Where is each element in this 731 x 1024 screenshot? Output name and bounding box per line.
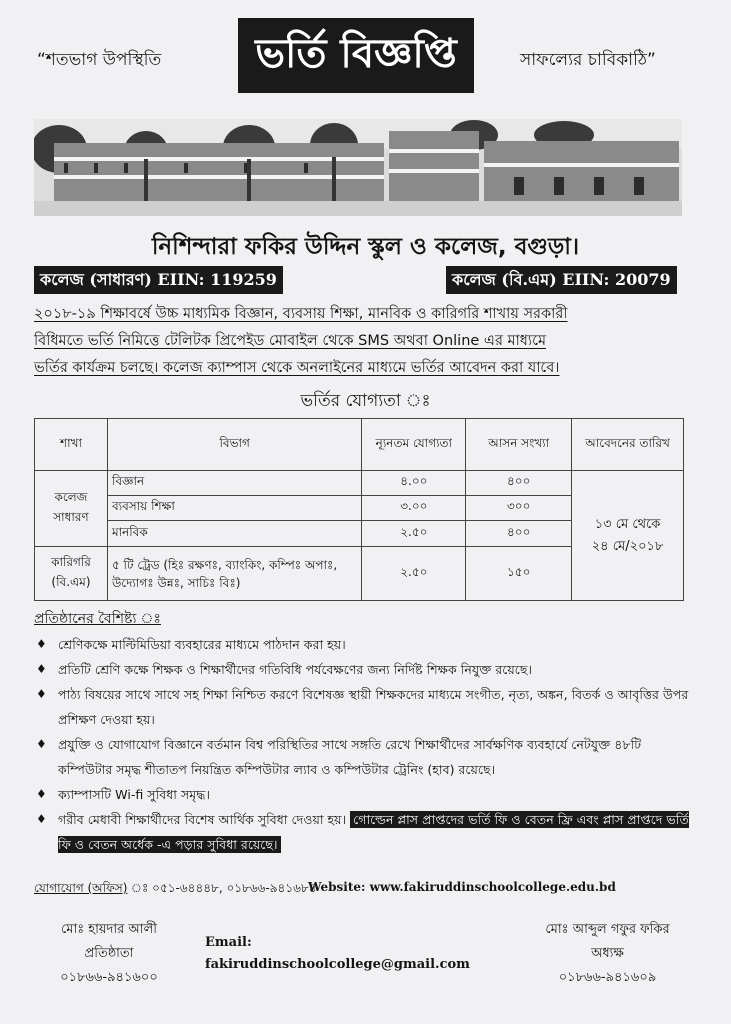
contact-label: যোগাযোগ (অফিস) — [34, 881, 128, 895]
diamond-bullet-icon: ♦ — [36, 737, 47, 751]
gpa-cell: ৩.০০ — [362, 496, 466, 521]
gpa-cell: ২.৫০ — [362, 547, 466, 601]
features-list — [34, 632, 694, 857]
table-row — [35, 471, 684, 496]
header-date: আবেদনের তারিখ — [572, 419, 684, 471]
list-item — [34, 807, 694, 857]
feature-text: প্রযুক্তি ও যোগাযোগ বিজ্ঞানে বর্তমান বিশ্ব পরিস্থিতির সাথে সঙ্গতি রেখে শিক্ষার্থীদের সার্বক্ষণিক ব্যবহার্যে নেটযুক্ত ৪৮টি কম্পিউটার সমৃদ্ধ শীতাতপ নিয়ন্ত্রিত কম্পিউটার ল্যাব ও কম্পিউটার ট্রেনিং (হাব) রয়েছে। — [58, 737, 642, 777]
feature-text: গরীব মেধাবী শিক্ষার্থীদের বিশেষ আর্থিক সুবিধা দেওয়া হয়। — [58, 812, 347, 827]
header-dept: বিভাগ — [107, 419, 361, 471]
intro-line-2: বিধিমতে ভর্তি নিমিত্তে টেলিটক প্রিপেইড মোবাইল থেকে SMS অথবা Online এর মাধ্যমে — [34, 333, 547, 349]
principal-title: অধ্যক্ষ — [591, 946, 624, 961]
dept-cell: বিজ্ঞান — [107, 471, 361, 496]
principal-phone: ০১৮৬৬-৯৪১৬০৯ — [558, 970, 657, 985]
signature-founder — [34, 918, 184, 990]
seats-cell: ৪০০ — [466, 471, 572, 496]
founder-name: মোঃ হায়দার আলী — [60, 922, 158, 937]
header-branch: শাখা — [35, 419, 108, 471]
website-link[interactable]: Website: www.fakiruddinschoolcollege.edu.bd — [308, 880, 616, 894]
diamond-bullet-icon: ♦ — [36, 687, 47, 701]
eligibility-title: ভর্তির যোগ্যতা ঃ — [300, 391, 431, 411]
seats-cell: ১৫০ — [466, 547, 572, 601]
diamond-bullet-icon: ♦ — [36, 637, 47, 651]
eligibility-table — [34, 418, 684, 601]
date-cell: ১৩ মে থেকে ২৪ মে/২০১৮ — [572, 471, 684, 601]
intro-line-3: ভর্তির কার্যক্রম চলছে। কলেজ ক্যাম্পাস থেকে অনলাইনের মাধ্যমে ভর্তির আবেদন করা যাবে। — [34, 360, 560, 376]
diamond-bullet-icon: ♦ — [36, 787, 47, 801]
list-item — [34, 732, 694, 782]
intro-line-1: ২০১৮-১৯ শিক্ষাবর্ষে উচ্চ মাধ্যমিক বিজ্ঞান, ব্যবসায় শিক্ষা, মানবিক ও কারিগরি শাখায় সরকারী — [34, 306, 568, 322]
email-label: Email: — [205, 935, 252, 950]
eiin-bm: কলেজ (বি.এম) EIIN: 20079 — [446, 266, 677, 294]
slogan-left: “শতভাগ উপস্থিতি — [37, 50, 162, 70]
founder-phone: ০১৮৬৬-৯৪১৬০০ — [60, 970, 158, 985]
contact-phones: ঃ ০৫১-৬৪৪৪৮, ০১৮৬৬-৯৪১৬৮৪ — [148, 881, 317, 895]
features-title: প্রতিষ্ঠানের বৈশিষ্ট্য ঃ — [34, 611, 161, 627]
principal-name: মোঃ আব্দুল গফুর ফকির — [545, 922, 670, 937]
gpa-cell: ২.৫০ — [362, 521, 466, 547]
signature-principal — [525, 918, 690, 990]
list-item — [34, 782, 694, 807]
school-name: নিশিন্দারা ফকির উদ্দিন স্কুল ও কলেজ, বগুড়া। — [151, 234, 580, 260]
gpa-cell: ৪.০০ — [362, 471, 466, 496]
campus-photo — [34, 119, 682, 216]
dept-cell: ব্যবসায় শিক্ষা — [107, 496, 361, 521]
feature-text: পাঠ্য বিষয়ের সাথে সাথে সহ শিক্ষা নিশ্চিত করণে বিশেষজ্ঞ স্থায়ী শিক্ষকদের মাধ্যমে সংগীত, নৃত্য, অঙ্কন, বিতর্ক ও আবৃত্তির উপর প্রশিক্ষণ দেওয়া হয়। — [58, 687, 689, 727]
branch-general: কলেজ সাধারণ — [35, 471, 108, 547]
diamond-bullet-icon: ♦ — [36, 812, 47, 826]
page-title: ভর্তি বিজ্ঞপ্তি — [238, 18, 474, 93]
feature-text: শ্রেণিকক্ষে মাল্টিমিডিয়া ব্যবহারের মাধ্যমে পাঠদান করা হয়। — [58, 637, 346, 652]
diamond-bullet-icon: ♦ — [36, 662, 47, 676]
list-item — [34, 682, 694, 732]
feature-text: প্রতিটি শ্রেণি কক্ষে শিক্ষক ও শিক্ষার্থীদের গতিবিধি পর্যবেক্ষণের জন্য নির্দিষ্ট শিক্ষক নিযুক্ত রয়েছে। — [58, 662, 532, 677]
dept-cell: মানবিক — [107, 521, 361, 547]
branch-bm: কারিগরি (বি.এম) — [35, 547, 108, 601]
founder-title: প্রতিষ্ঠাতা — [84, 946, 134, 961]
list-item — [34, 632, 694, 657]
contact-line — [34, 880, 317, 900]
highlighted-offer: গোল্ডেন প্লাস প্রাপ্তদের ভর্তি ফি ও বেতন ফ্রি এবং প্লাস প্রাপ্তদে ভর্তি ফি ও বেতন অর্ধেক -এ পড়ার সুবিধা রয়েছে। — [58, 812, 689, 852]
slogan-right: সাফল্যের চাবিকাঠি” — [520, 50, 656, 70]
header-min-gpa: ন্যূনতম যোগ্যতা — [362, 419, 466, 471]
list-item — [34, 657, 694, 682]
intro-paragraph — [34, 301, 684, 382]
feature-text: ক্যাম্পাসটি Wi-fi সুবিধা সমৃদ্ধ। — [58, 787, 210, 802]
email-address[interactable]: fakiruddinschoolcollege@gmail.com — [205, 957, 470, 972]
seats-cell: ৪০০ — [466, 521, 572, 547]
header-seats: আসন সংখ্যা — [466, 419, 572, 471]
dept-cell: ৫ টি ট্রেড (হিঃ রক্ষণঃ, ব্যাংকিং, কম্পিঃ অপাঃ, উদ্যোগঃ উন্নঃ, সাচিঃ বিঃ) — [107, 547, 361, 601]
email-block — [205, 932, 470, 976]
eiin-general: কলেজ (সাধারণ) EIIN: 119259 — [34, 266, 283, 294]
seats-cell: ৩০০ — [466, 496, 572, 521]
